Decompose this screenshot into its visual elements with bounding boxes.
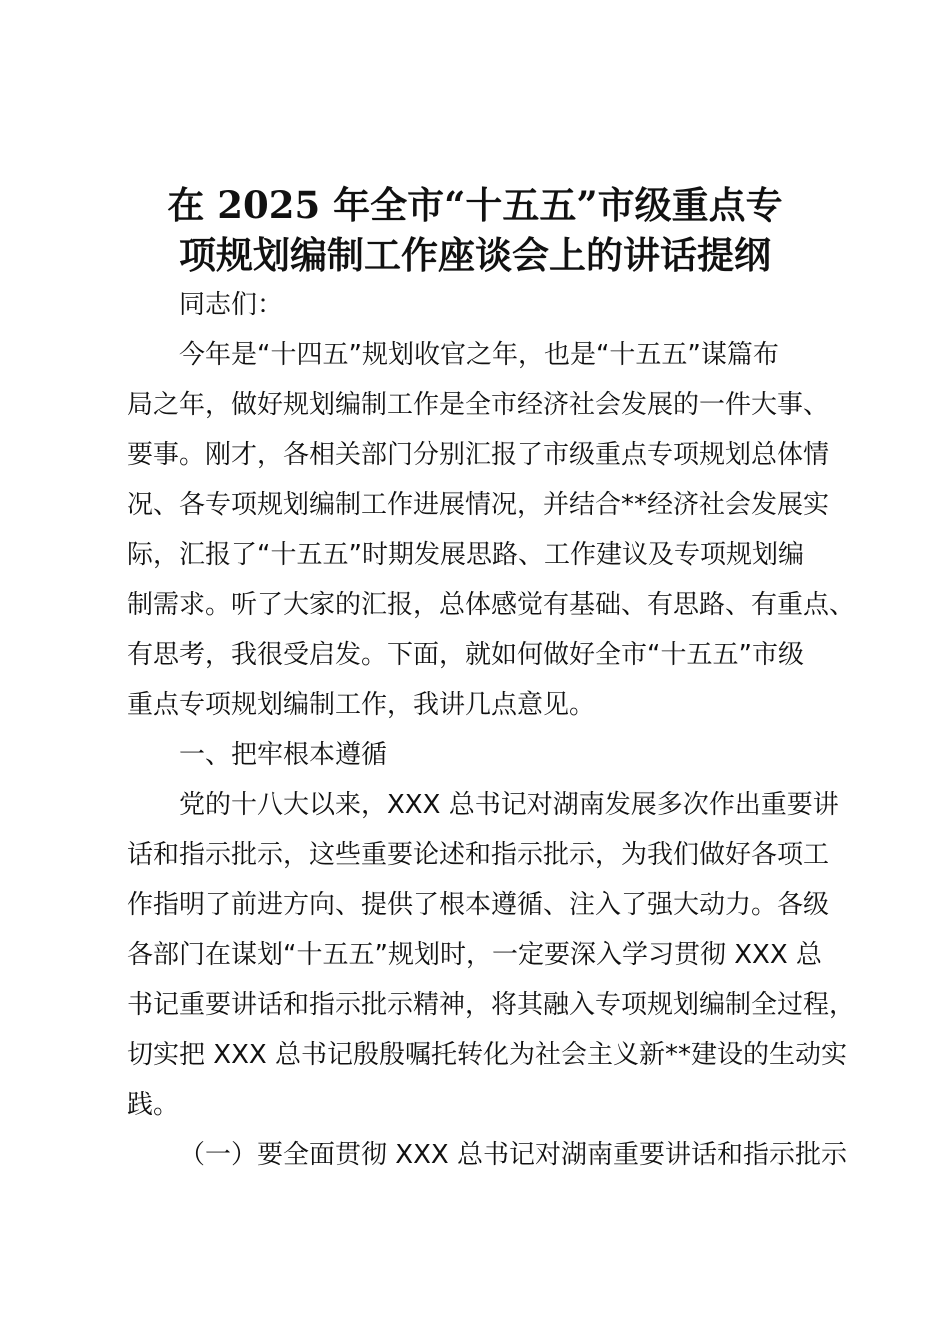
paragraph-intro — [127, 330, 856, 730]
salutation — [127, 280, 852, 330]
paragraph-line: 党的十八大以来，XXX 总书记对湖南发展多次作出重要讲 — [179, 790, 839, 820]
paragraph-line: 话和指示批示，这些重要论述和指示批示，为我们做好各项工 — [127, 840, 830, 870]
paragraph-line: 书记重要讲话和指示批示精神，将其融入专项规划编制全过程， — [127, 990, 856, 1020]
paragraph-section-1 — [127, 780, 856, 1130]
title-line-1: 在 2025 年全市“十五五”市级重点专 — [167, 183, 783, 227]
paragraph-line: 重点专项规划编制工作，我讲几点意见。 — [127, 690, 596, 720]
paragraph-line: 局之年，做好规划编制工作是全市经济社会发展的一件大事、 — [127, 390, 830, 420]
subsection-heading-1 — [127, 1130, 852, 1180]
subsection-heading-text: （一）要全面贯彻 XXX 总书记对湖南重要讲话和指示批示 — [179, 1140, 847, 1170]
paragraph-line: 要事。刚才，各相关部门分别汇报了市级重点专项规划总体情 — [127, 440, 830, 470]
document-body — [127, 280, 856, 1180]
paragraph-line: 际，汇报了“十五五”时期发展思路、工作建议及专项规划编 — [127, 540, 804, 570]
paragraph-line: 切实把 XXX 总书记殷殷嘱托转化为社会主义新**建设的生动实 — [127, 1040, 847, 1070]
paragraph-line: 有思考，我很受启发。下面，就如何做好全市“十五五”市级 — [127, 640, 804, 670]
paragraph-line: 今年是“十四五”规划收官之年，也是“十五五”谋篇布 — [179, 340, 779, 370]
section-heading-1 — [127, 730, 852, 780]
paragraph-line: 各部门在谋划“十五五”规划时，一定要深入学习贯彻 XXX 总 — [127, 940, 822, 970]
title-line-2: 项规划编制工作座谈会上的讲话提纲 — [179, 233, 771, 277]
paragraph-line: 制需求。听了大家的汇报，总体感觉有基础、有思路、有重点、 — [127, 590, 856, 620]
document-title — [100, 180, 850, 280]
paragraph-line: 作指明了前进方向、提供了根本遵循、注入了强大动力。各级 — [127, 890, 830, 920]
paragraph-line: 践。 — [127, 1090, 180, 1120]
salutation-text: 同志们： — [179, 290, 284, 320]
section-heading-text: 一、把牢根本遵循 — [179, 740, 388, 770]
paragraph-line: 况、各专项规划编制工作进展情况，并结合**经济社会发展实 — [127, 490, 830, 520]
